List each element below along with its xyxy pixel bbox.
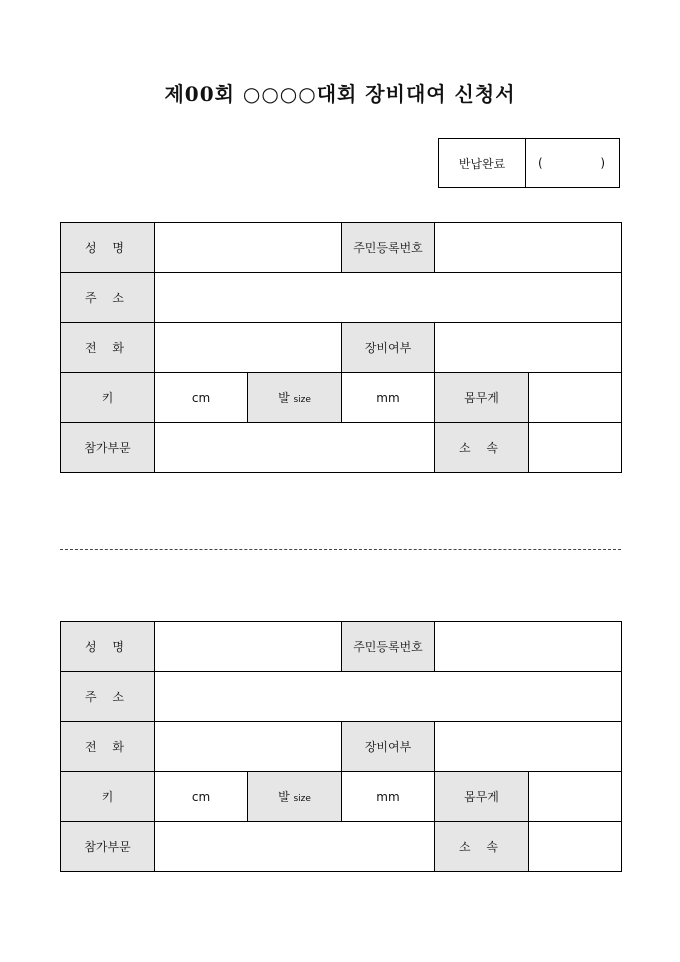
form-row-body	[61, 373, 622, 423]
category-field[interactable]	[155, 423, 435, 473]
shoe-label	[248, 373, 342, 423]
category-label: 참가부문	[61, 423, 155, 473]
height-unit: cm	[191, 789, 211, 804]
address-label: 주 소	[61, 273, 155, 323]
form-row-category	[61, 822, 622, 872]
shoe-size-label: size	[293, 395, 311, 405]
cut-line-divider	[60, 549, 621, 550]
return-status-box	[438, 138, 620, 188]
weight-field[interactable]	[529, 772, 622, 822]
height-unit: cm	[191, 390, 211, 405]
shoe-field[interactable]	[342, 373, 435, 423]
height-label: 키	[61, 373, 155, 423]
shoe-label	[248, 772, 342, 822]
address-field[interactable]	[155, 273, 622, 323]
height-field[interactable]	[155, 373, 248, 423]
shoe-unit: mm	[376, 789, 400, 804]
name-label: 성 명	[61, 622, 155, 672]
equipment-field[interactable]	[435, 722, 622, 772]
return-complete-field[interactable]	[526, 139, 619, 187]
address-field[interactable]	[155, 672, 622, 722]
rrn-label: 주민등록번호	[342, 223, 435, 273]
shoe-unit: mm	[376, 390, 400, 405]
equipment-label: 장비여부	[342, 323, 435, 373]
affiliation-label: 소 속	[435, 423, 529, 473]
equipment-label: 장비여부	[342, 722, 435, 772]
shoe-label-text: 발	[278, 391, 290, 405]
application-form-2	[60, 621, 622, 872]
rrn-label: 주민등록번호	[342, 622, 435, 672]
name-label: 성 명	[61, 223, 155, 273]
affiliation-field[interactable]	[529, 423, 622, 473]
height-label: 키	[61, 772, 155, 822]
application-form-1	[60, 222, 622, 473]
category-label: 참가부문	[61, 822, 155, 872]
phone-field[interactable]	[155, 323, 342, 373]
height-field[interactable]	[155, 772, 248, 822]
weight-label: 몸무게	[435, 373, 529, 423]
rrn-field[interactable]	[435, 223, 622, 273]
page-title: 제00회 ○○○○대회 장비대여 신청서	[164, 82, 516, 106]
form-row-name	[61, 622, 622, 672]
shoe-label-text: 발	[278, 790, 290, 804]
shoe-field[interactable]	[342, 772, 435, 822]
affiliation-label: 소 속	[435, 822, 529, 872]
phone-label: 전 화	[61, 722, 155, 772]
equipment-field[interactable]	[435, 323, 622, 373]
weight-field[interactable]	[529, 373, 622, 423]
category-field[interactable]	[155, 822, 435, 872]
open-paren: (	[538, 156, 543, 170]
phone-label: 전 화	[61, 323, 155, 373]
name-field[interactable]	[155, 223, 342, 273]
form-row-category	[61, 423, 622, 473]
form-row-phone	[61, 323, 622, 373]
form-row-phone	[61, 722, 622, 772]
phone-field[interactable]	[155, 722, 342, 772]
weight-label: 몸무게	[435, 772, 529, 822]
address-label: 주 소	[61, 672, 155, 722]
form-row-name	[61, 223, 622, 273]
name-field[interactable]	[155, 622, 342, 672]
affiliation-field[interactable]	[529, 822, 622, 872]
rrn-field[interactable]	[435, 622, 622, 672]
form-row-address	[61, 672, 622, 722]
close-paren: )	[600, 156, 605, 170]
return-complete-label: 반납완료	[439, 139, 526, 187]
form-row-address	[61, 273, 622, 323]
form-row-body	[61, 772, 622, 822]
shoe-size-label: size	[293, 794, 311, 804]
